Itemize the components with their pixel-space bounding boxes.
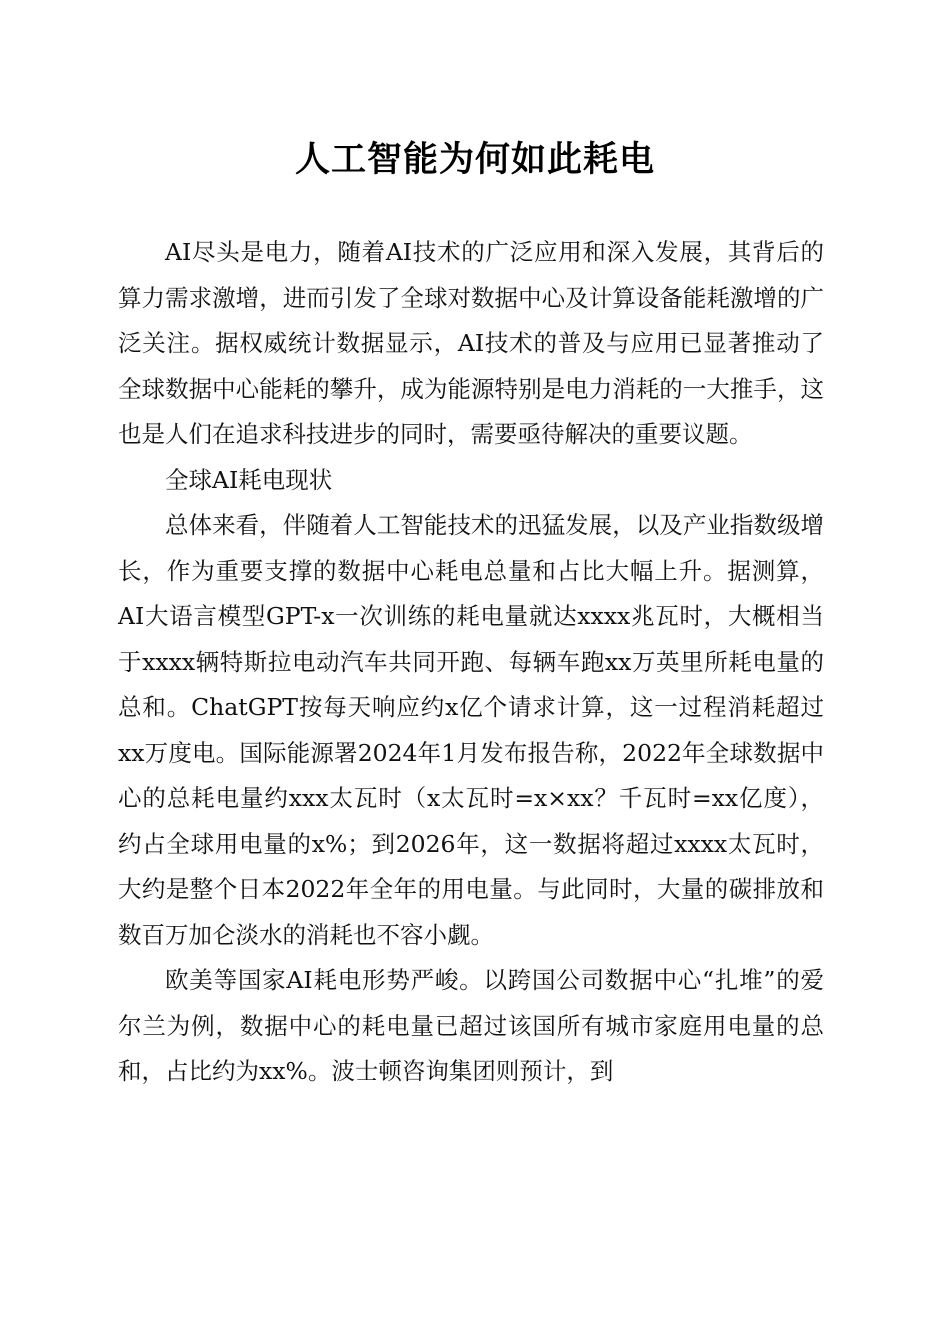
document-title: 人工智能为何如此耗电	[294, 139, 655, 180]
paragraph-intro: AI尽头是电力，随着AI技术的广泛应用和深入发展，其背后的算力需求激增，进而引发了全球对数据中心及计算设备能耗激增的广泛关注。据权威统计数据显示，AI技术的普及与应用已显著推动了全球数据中心能耗的攀升，成为能源特别是电力消耗的一大推手，这也是人们在追求科技进步的同时，需要亟待解决的重要议题。	[118, 238, 824, 448]
section-heading: 全球AI耗电现状	[165, 465, 333, 494]
paragraph-europe-us: 欧美等国家AI耗电形势严峻。以跨国公司数据中心“扎堆”的爱尔兰为例，数据中心的耗电量已超过该国所有城市家庭用电量的总和，占比约为xx%。波士顿咨询集团则预计，到	[118, 966, 824, 1085]
paragraph-overview: 总体来看，伴随着人工智能技术的迅猛发展，以及产业指数级增长，作为重要支撑的数据中心耗电总量和占比大幅上升。据测算，AI大语言模型GPT-x一次训练的耗电量就达xxxx兆瓦时，大概相当于xxxx辆特斯拉电动汽车共同开跑、每辆车跑xx万英里所耗电量的总和。ChatGPT按每天响应约x亿个请求计算，这一过程消耗超过xx万度电。国际能源署2024年1月发布报告称，2022年全球数据中心的总耗电量约xxx太瓦时（x太瓦时=x×xx？千瓦时=xx亿度），约占全球用电量的x%；到2026年，这一数据将超过xxxx太瓦时，大约是整个日本2022年全年的用电量。与此同时，大量的碳排放和数百万加仑淡水的消耗也不容小觑。	[118, 511, 824, 949]
document-body	[118, 230, 824, 1095]
